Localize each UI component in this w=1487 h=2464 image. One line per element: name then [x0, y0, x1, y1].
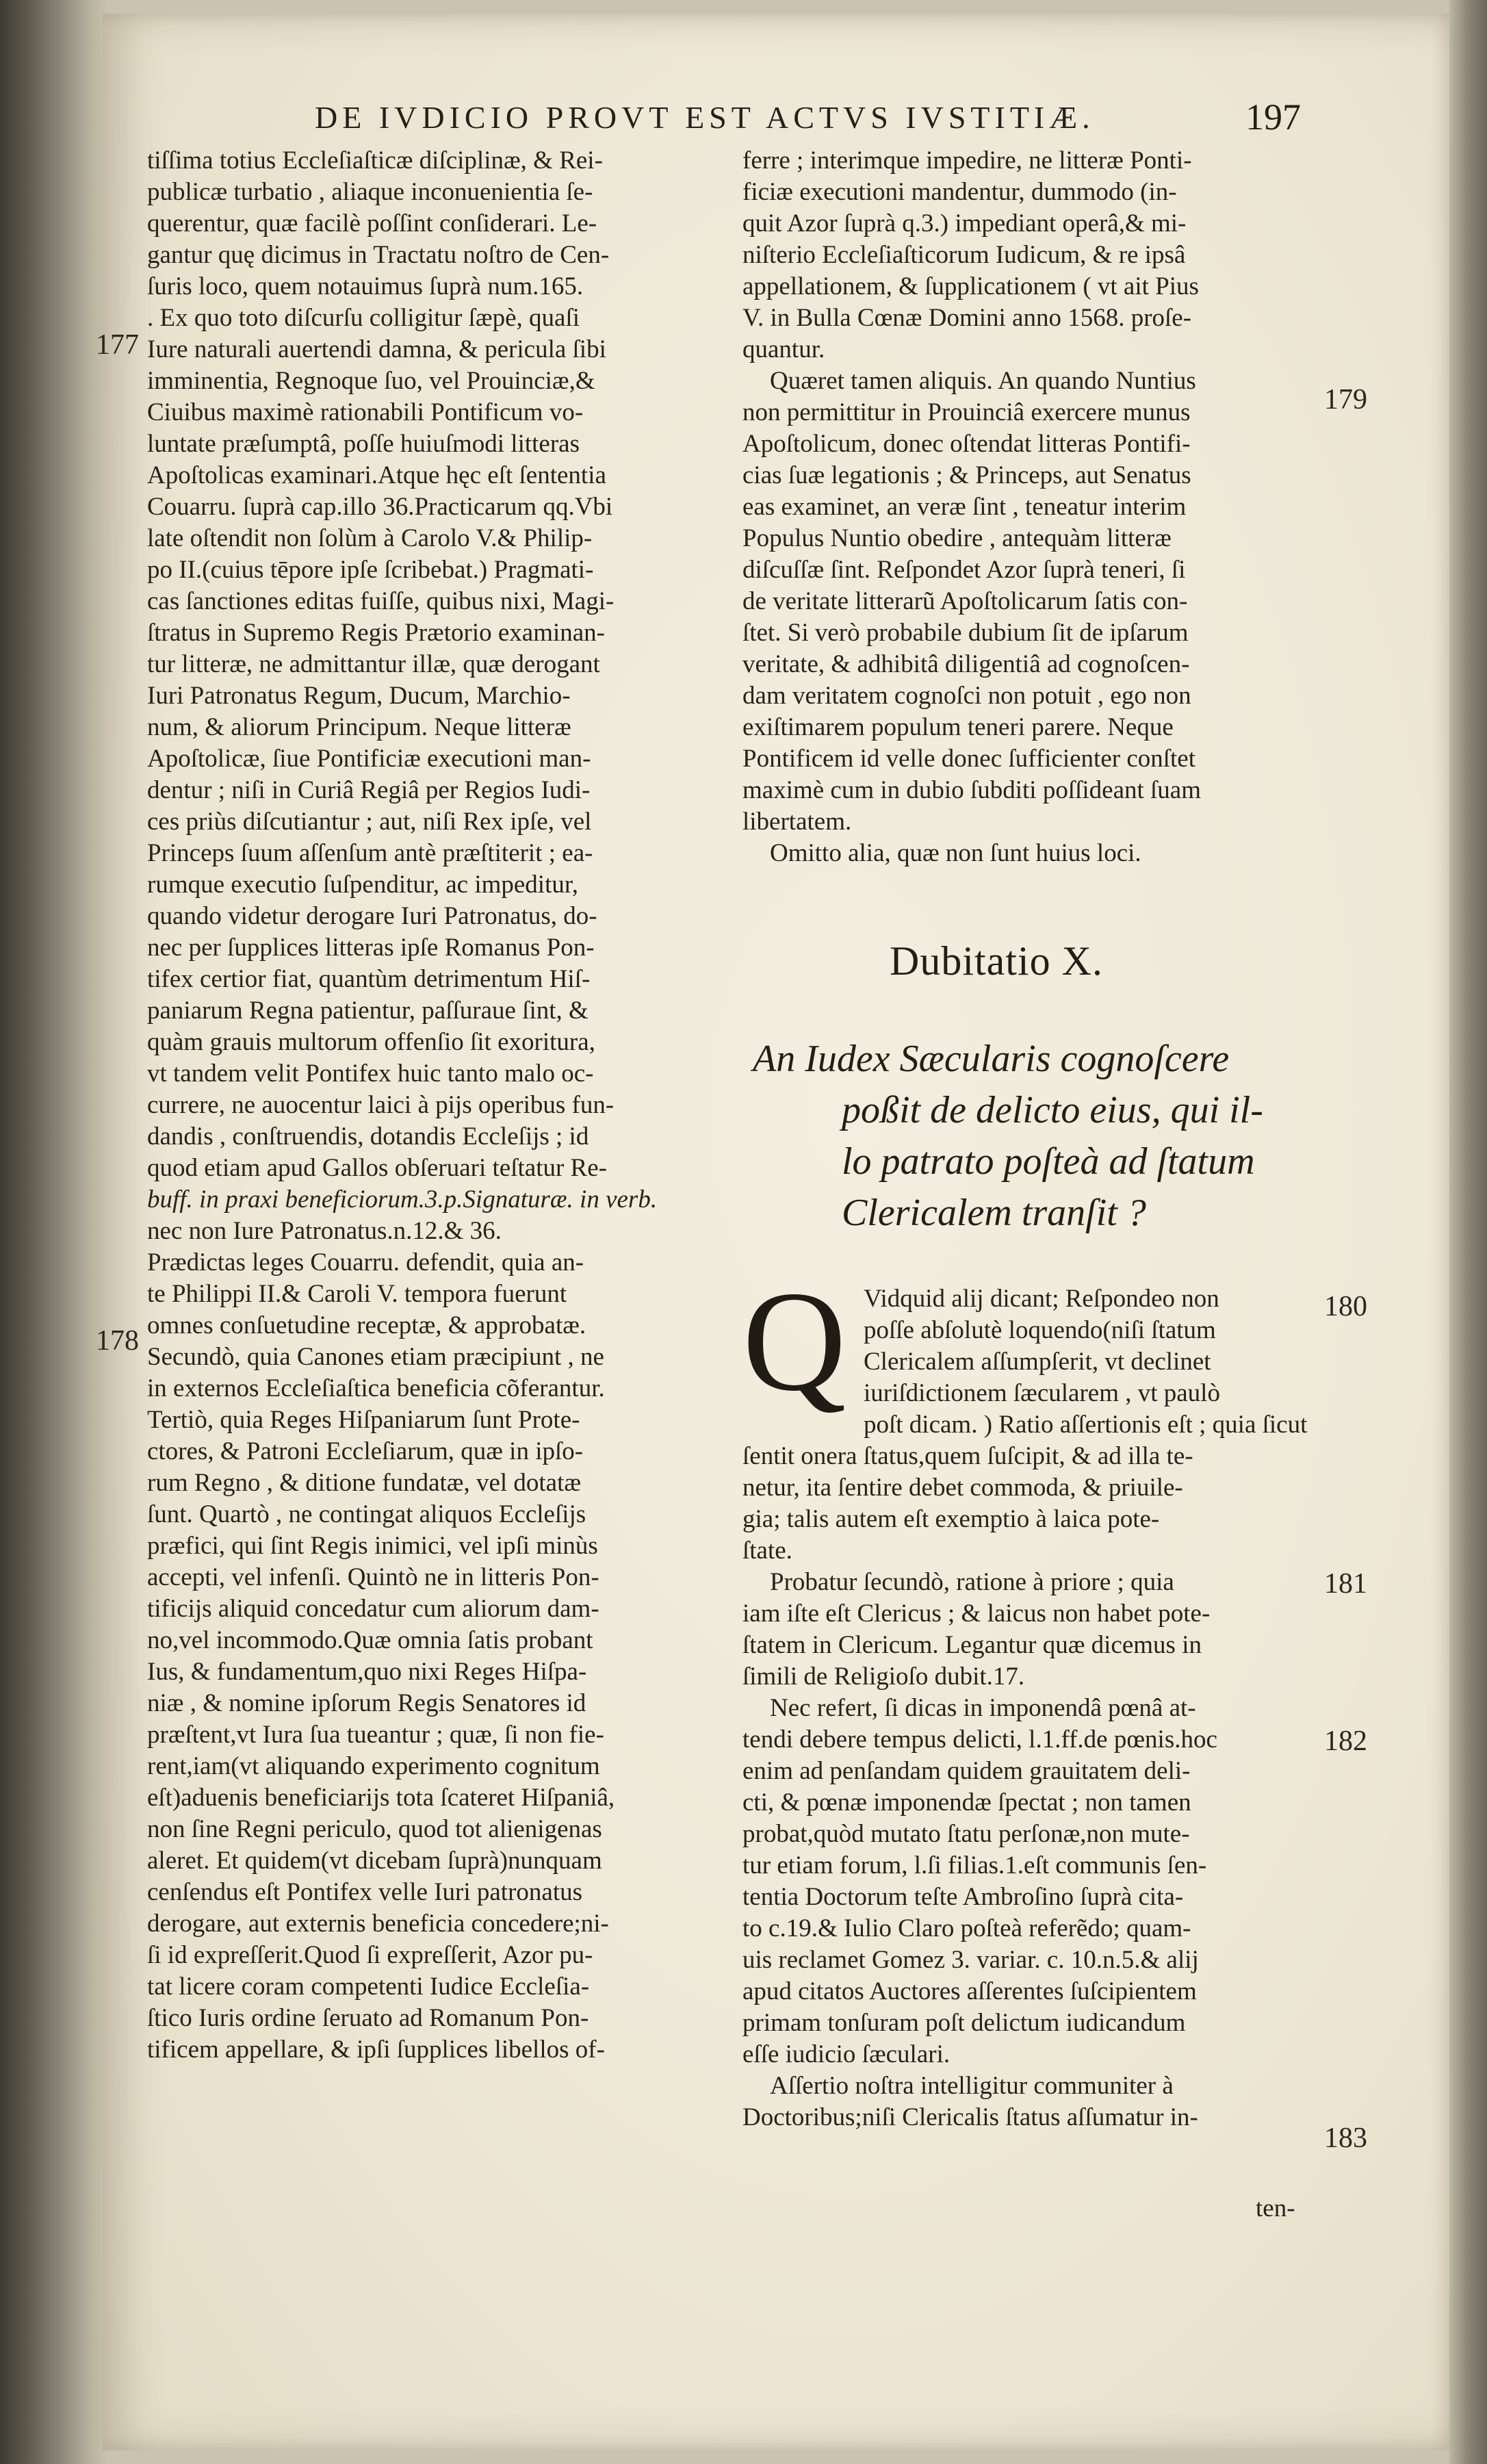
text-line: cias ſuæ legationis ; & Princeps, aut Senatus: [742, 461, 1191, 489]
text-line: quando videtur derogare Iuri Patronatus, do-: [147, 902, 597, 930]
text-line: dam veritatem cognoſci non potuit , ego non: [742, 682, 1191, 710]
left-column: [147, 145, 715, 2066]
text-line: apud citatos Auctores aſſerentes ſuſcipientem: [742, 1977, 1197, 2005]
text-line: quàm grauis multorum offenſio ſit exoritura,: [147, 1028, 595, 1056]
dropcap-paragraph: [864, 1283, 1329, 1441]
text-line: primam tonſuram poſt delictum iudicandum: [742, 2009, 1186, 2037]
paragraph-number: 179: [1324, 384, 1367, 415]
text-line: eſt)aduenis beneficiarijs tota ſcateret Hiſpaniâ,: [147, 1784, 615, 1812]
text-line: Prædictas leges Couarru. defendit, quia an-: [147, 1248, 584, 1276]
text-line: Ciuibus maximè rationabili Pontificum vo-: [147, 398, 584, 426]
text-line: ctores, & Patroni Eccleſiarum, quæ in ipſo-: [147, 1437, 584, 1465]
text-line: rent,iam(vt aliquando experimento cognitum: [147, 1752, 600, 1780]
text-line: tentia Doctorum teſte Ambroſino ſuprà cita-: [742, 1883, 1184, 1911]
text-line: præfici, qui ſint Regis inimici, vel ipſi minùs: [147, 1532, 598, 1560]
text-line: tifex certior fiat, quantùm detrimentum Hiſ-: [147, 965, 591, 993]
text-line: rum Regno , & ditione fundatæ, vel dotatæ: [147, 1469, 582, 1497]
text-line: veritate, & adhibitâ diligentiâ ad cognoſcen-: [742, 650, 1190, 678]
paragraph-number: 182: [1324, 1725, 1367, 1757]
text-line: derogare, aut externis beneficia concedere;ni-: [147, 1910, 609, 1938]
text-line: cas ſanctiones editas fuiſſe, quibus nixi, Magi-: [147, 587, 615, 615]
text-line: de veritate litterarũ Apoſtolicarum ſatis con-: [742, 587, 1188, 615]
text-line: tificem appellare, & ipſi ſupplices libellos of-: [147, 2036, 605, 2064]
text-line: ferre ; interimque impedire, ne litteræ Ponti-: [742, 146, 1192, 175]
question-line: An Iudex Sæcularis cognoſcere: [753, 1038, 1230, 1080]
text-line: probat,quòd mutato ſtatu perſonæ,non mute-: [742, 1820, 1190, 1848]
text-line: nec non Iure Patronatus.n.12.& 36.: [147, 1217, 502, 1245]
text-line: præſtent,vt Iura ſua tueantur ; quæ, ſi non fie-: [147, 1721, 604, 1749]
text-line: dandis , conſtruendis, dotandis Eccleſijs ; id: [147, 1122, 589, 1151]
text-line: Omitto alia, quæ non ſunt huius loci.: [770, 839, 1141, 867]
question-line: lo patrato poſteà ad ſtatum: [842, 1140, 1255, 1183]
text-line: accepti, vel infenſi. Quintò ne in litteris Pon-: [147, 1563, 599, 1591]
text-line: non permittitur in Prouinciâ exercere munus: [742, 398, 1191, 426]
text-line: Apoſtolicum, donec oſtendat litteras Pontifi-: [742, 430, 1191, 458]
text-line: cenſendus eſt Pontifex velle Iuri patronatus: [147, 1878, 583, 1906]
text-line: ficiæ executioni mandentur, dummodo (in-: [742, 178, 1177, 206]
text-line: Princeps ſuum aſſenſum antè præſtiterit ; ea-: [147, 839, 593, 867]
page-edge-shadow: [1449, 0, 1487, 2464]
page-number: 197: [1245, 97, 1301, 138]
running-head: DE IVDICIO PROVT EST ACTVS IVSTITIÆ.: [315, 100, 1095, 135]
text-line: Secundò, quia Canones etiam præcipiunt , ne: [147, 1343, 604, 1371]
text-line: no,vel incommodo.Quæ omnia ſatis probant: [147, 1626, 593, 1654]
text-line: aleret. Et quidem(vt dicebam ſuprà)nunquam: [147, 1847, 602, 1875]
text-line: netur, ita ſentire debet commoda, & priuile-: [742, 1474, 1183, 1502]
text-line: buff. in praxi beneficiorum.3.p.Signaturæ. in verb.: [147, 1185, 658, 1214]
text-line: ſuris loco, quem notauimus ſuprà num.165.: [147, 272, 584, 300]
text-line: Nec refert, ſi dicas in imponendâ pœnâ at-: [770, 1694, 1196, 1722]
text-line: Iuri Patronatus Regum, Ducum, Marchio-: [147, 682, 571, 710]
text-line: maximè cum in dubio ſubditi poſſideant ſuam: [742, 776, 1202, 804]
text-line: Clericalem aſſumpſerit, vt declinet: [864, 1348, 1211, 1376]
text-line: Tertiò, quia Reges Hiſpaniarum ſunt Prote-: [147, 1406, 580, 1434]
text-line: paniarum Regna patientur, paſſuraue ſint, &: [147, 997, 589, 1025]
text-line: niſterio Eccleſiaſticorum Iudicum, & re ipsâ: [742, 241, 1186, 269]
text-line: ſtico Iuris ordine ſeruato ad Romanum Pon-: [147, 2004, 589, 2032]
text-line: ſentit onera ſtatus,quem ſuſcipit, & ad illa te-: [742, 1442, 1193, 1470]
text-line: eſſe iudicio ſæculari.: [742, 2040, 951, 2068]
text-line: Iure naturali auertendi damna, & pericula ſibi: [147, 335, 606, 363]
text-line: iam iſte eſt Clericus ; & laicus non habet pote-: [742, 1600, 1211, 1628]
paragraph-number: 183: [1324, 2122, 1367, 2154]
text-line: ſtate.: [742, 1537, 792, 1565]
text-line: tat licere coram competenti Iudice Eccleſia-: [147, 1973, 590, 2001]
text-line: luntate præſumptâ, poſſe huiuſmodi litteras: [147, 430, 580, 458]
text-line: Probatur ſecundò, ratione à priore ; quia: [770, 1568, 1174, 1596]
text-line: tiſſima totius Eccleſiaſticæ diſciplinæ, & Rei-: [147, 146, 603, 175]
paragraph-number: 178: [96, 1325, 139, 1357]
text-line: gia; talis autem eſt exemptio à laica pote-: [742, 1505, 1160, 1533]
question-title: [753, 1034, 1334, 1239]
text-line: eas examinet, an veræ ſint , teneatur interim: [742, 493, 1187, 521]
text-line: Ius, & fundamentum,quo nixi Reges Hiſpa-: [147, 1658, 587, 1686]
text-line: ſunt. Quartò , ne contingat aliquos Eccleſijs: [147, 1500, 586, 1528]
text-line: poſſe abſolutè loquendo(niſi ſtatum: [864, 1316, 1216, 1344]
text-line: Pontificem id velle donec ſufficienter conſtet: [742, 745, 1196, 773]
text-line: nec per ſupplices litteras ipſe Romanus Pon-: [147, 934, 595, 962]
text-line: in externos Eccleſiaſtica beneficia cõferantur.: [147, 1374, 605, 1402]
text-line: ſimili de Religioſo dubit.17.: [742, 1663, 1025, 1691]
text-line: tendi debere tempus delicti, l.1.ff.de pœnis.hoc: [742, 1725, 1217, 1754]
text-line: enim ad penſandam quidem grauitatem deli-: [742, 1757, 1191, 1785]
text-line: . Ex quo toto diſcurſu colligitur ſæpè, quaſi: [147, 304, 580, 332]
text-line: Quæret tamen aliquis. An quando Nuntius: [770, 367, 1196, 395]
text-line: omnes conſuetudine receptæ, & approbatæ.: [147, 1311, 586, 1339]
text-line: ſtratus in Supremo Regis Prætorio examinan-: [147, 619, 605, 647]
text-line: vt tandem velit Pontifex huic tanto malo oc-: [147, 1060, 594, 1088]
text-line: querentur, quæ facilè poſſint conſiderari. Le-: [147, 209, 597, 238]
section-heading: Dubitatio X.: [890, 938, 1103, 984]
text-line: num, & aliorum Principum. Neque litteræ: [147, 713, 571, 741]
text-line: ſtatem in Clericum. Legantur quæ dicemus in: [742, 1631, 1202, 1659]
text-line: appellationem, & ſupplicationem ( vt ait Pius: [742, 272, 1199, 300]
catchword: ten-: [1256, 2194, 1295, 2222]
text-line: exiſtimarem populum teneri parere. Neque: [742, 713, 1174, 741]
text-line: gantur quę dicimus in Tractatu noſtro de Cen-: [147, 241, 610, 269]
paragraph-number: 181: [1324, 1568, 1367, 1600]
text-line: ces priùs diſcutiantur ; aut, niſi Rex ipſe, vel: [147, 808, 592, 836]
text-line: Doctoribus;niſi Clericalis ſtatus aſſumatur in-: [742, 2103, 1198, 2131]
text-line: V. in Bulla Cœnæ Domini anno 1568. proſe-: [742, 304, 1192, 332]
text-line: po II.(cuius tēpore ipſe ſcribebat.) Pragmati-: [147, 556, 594, 584]
text-line: currere, ne auocentur laici à pijs operibus fun-: [147, 1091, 615, 1119]
text-line: non ſine Regni periculo, quod tot alienigenas: [147, 1815, 602, 1843]
paragraph-number: 177: [96, 329, 139, 361]
text-line: Vidquid alij dicant; Reſpondeo non: [864, 1285, 1219, 1313]
text-line: tur litteræ, ne admittantur illæ, quæ derogant: [147, 650, 600, 678]
text-line: publicæ turbatio , aliaque inconuenientia ſe-: [147, 178, 593, 206]
text-line: te Philippi II.& Caroli V. tempora fuerunt: [147, 1280, 567, 1308]
right-column: [742, 145, 1324, 869]
question-line: poßit de delicto eius, qui il-: [842, 1089, 1263, 1131]
text-line: poſt dicam. ) Ratio aſſertionis eſt ; quia ſicut: [864, 1411, 1308, 1439]
text-line: libertatem.: [742, 808, 852, 836]
text-line: uis reclamet Gomez 3. variar. c. 10.n.5.& alij: [742, 1946, 1199, 1974]
text-line: Apoſtolicæ, ſiue Pontificiæ executioni man-: [147, 745, 591, 773]
question-line: Clericalem tranſit ?: [842, 1192, 1146, 1234]
text-line: Apoſtolicas examinari.Atque hęc eſt ſententia: [147, 461, 606, 489]
text-line: to c.19.& Iulio Claro poſteà referẽdo; quam-: [742, 1914, 1191, 1942]
text-line: ſtet. Si verò probabile dubium ſit de ipſarum: [742, 619, 1189, 647]
text-line: ſi id expreſſerit.Quod ſi expreſſerit, Azor pu-: [147, 1941, 593, 1969]
right-column-lower: [742, 1441, 1324, 2133]
text-line: late oſtendit non ſolùm à Carolo V.& Philip-: [147, 524, 593, 552]
text-line: rumque executio ſuſpenditur, ac impeditur,: [147, 871, 578, 899]
text-line: quod etiam apud Gallos obſeruari teſtatur Re-: [147, 1154, 607, 1182]
text-line: Populus Nuntio obedire , antequàm litteræ: [742, 524, 1172, 552]
text-line: tificijs aliquid concedatur cum aliorum dam-: [147, 1595, 599, 1623]
text-line: tur etiam forum, l.ſi filias.1.eſt communis ſen-: [742, 1851, 1207, 1879]
text-line: diſcuſſæ ſint. Reſpondet Azor ſuprà teneri, ſi: [742, 556, 1186, 584]
text-line: quit Azor ſuprà q.3.) impediant operâ,& mi-: [742, 209, 1187, 238]
text-line: Couarru. ſuprà cap.illo 36.Practicarum qq.Vbi: [147, 493, 613, 521]
text-line: imminentia, Regnoque ſuo, vel Prouinciæ,&: [147, 367, 595, 395]
text-line: Aſſertio noſtra intelligitur communiter à: [770, 2072, 1174, 2100]
text-line: niæ , & nomine ipſorum Regis Senatores id: [147, 1689, 586, 1717]
drop-capital: Q: [742, 1262, 846, 1421]
text-line: dentur ; niſi in Curiâ Regiâ per Regios Iudi-: [147, 776, 591, 804]
paragraph-number: 180: [1324, 1291, 1367, 1322]
text-line: quantur.: [742, 335, 825, 363]
text-line: iuriſdictionem ſæcularem , vt paulò: [864, 1379, 1220, 1407]
text-line: cti, & pœnæ imponendæ ſpectat ; non tamen: [742, 1788, 1191, 1817]
